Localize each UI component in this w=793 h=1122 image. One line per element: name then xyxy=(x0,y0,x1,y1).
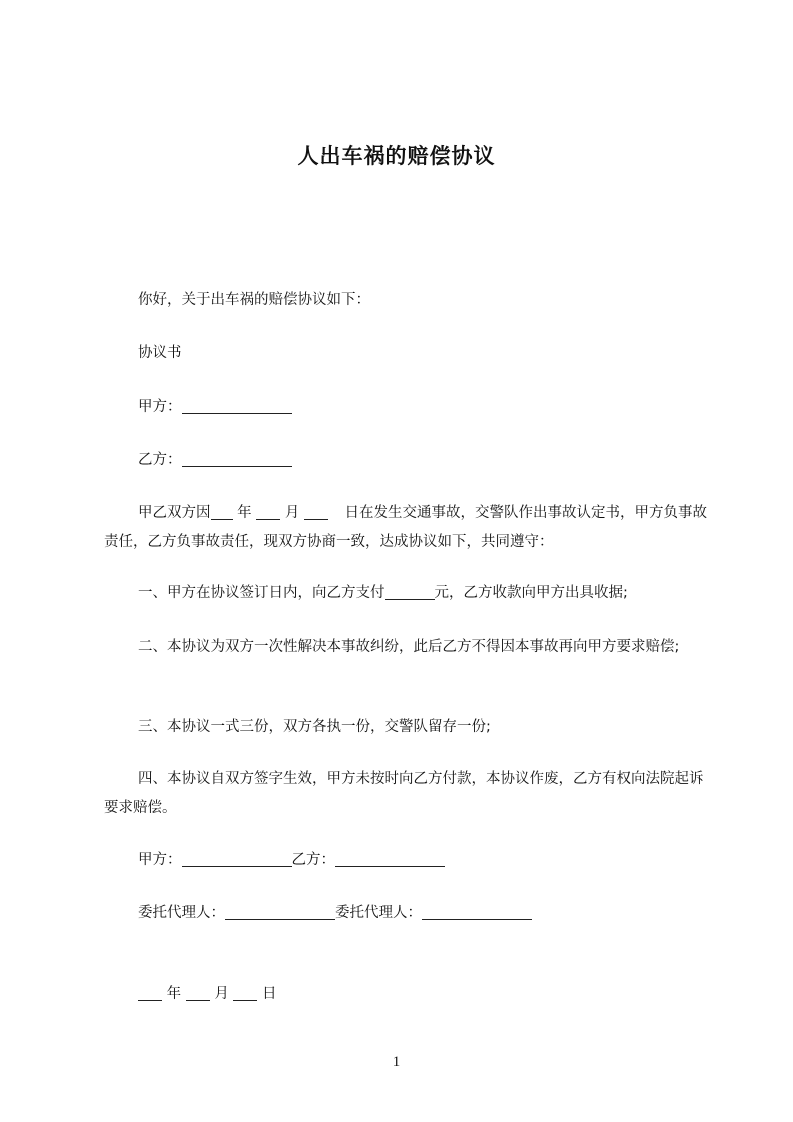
intro-year-label: 年 xyxy=(237,505,252,521)
date-day-label: 日 xyxy=(262,986,277,1002)
date-month-blank xyxy=(186,984,210,1001)
party-b-label: 乙方： xyxy=(138,452,182,468)
agreement-heading-text: 协议书 xyxy=(138,345,182,361)
date-day-blank xyxy=(233,984,257,1001)
party-a-label: 甲方： xyxy=(138,399,182,415)
clause-1 xyxy=(104,579,704,608)
party-a-blank xyxy=(182,397,292,414)
intro-paragraph xyxy=(104,499,708,557)
signature-agent-a-blank xyxy=(225,903,335,920)
signature-party-a-blank xyxy=(182,850,292,867)
greeting xyxy=(104,286,704,315)
signature-agent-b-blank xyxy=(422,903,532,920)
document-title: 人出车祸的赔偿协议 xyxy=(297,144,496,168)
date-year-label: 年 xyxy=(166,986,182,1002)
clause-3-text: 三、本协议一式三份，双方各执一份，交警队留存一份; xyxy=(138,719,491,735)
greeting-text: 你好，关于出车祸的赔偿协议如下： xyxy=(138,292,370,308)
signature-agents xyxy=(104,899,704,928)
intro-prefix: 甲乙双方因 xyxy=(138,505,211,521)
date-line xyxy=(104,980,704,1009)
clause-1-after: 元，乙方收款向甲方出具收据; xyxy=(434,585,628,601)
signature-party-b-blank xyxy=(335,850,445,867)
signature-agent-a-label: 委托代理人： xyxy=(138,905,225,921)
intro-body: 日在发生交通事故，交警队作出事故认定书，甲方负事故责任，乙方负事故责任，现双方协商一致，达成协议如下，共同遵守： xyxy=(104,505,708,550)
clause-4: 四、本协议自双方签字生效，甲方未按时向乙方付款，本协议作废，乙方有权向法院起诉要求赔偿。 xyxy=(104,771,704,816)
party-b-line xyxy=(104,446,704,475)
clause-1-amount-blank xyxy=(385,583,435,600)
date-year-blank xyxy=(138,984,162,1001)
signature-party-a-label: 甲方： xyxy=(138,852,182,868)
party-a-line xyxy=(104,393,704,422)
intro-month-label: 月 xyxy=(284,505,300,521)
clause-3 xyxy=(104,713,704,742)
signature-agent-b-label: 委托代理人： xyxy=(335,905,422,921)
clause-1-before: 一、甲方在协议签订日内，向乙方支付 xyxy=(138,585,385,601)
intro-day-blank xyxy=(304,503,328,520)
intro-year-blank xyxy=(211,503,233,520)
signature-parties xyxy=(104,846,704,875)
date-month-label: 月 xyxy=(214,986,229,1002)
party-b-blank xyxy=(182,450,292,467)
page-number: 1 xyxy=(392,1054,401,1070)
agreement-heading xyxy=(104,339,704,368)
intro-month-blank xyxy=(256,503,280,520)
clause-2: 二、本协议为双方一次性解决本事故纠纷，此后乙方不得因本事故再向甲方要求赔偿; xyxy=(138,639,680,655)
signature-party-b-label: 乙方： xyxy=(291,852,335,868)
